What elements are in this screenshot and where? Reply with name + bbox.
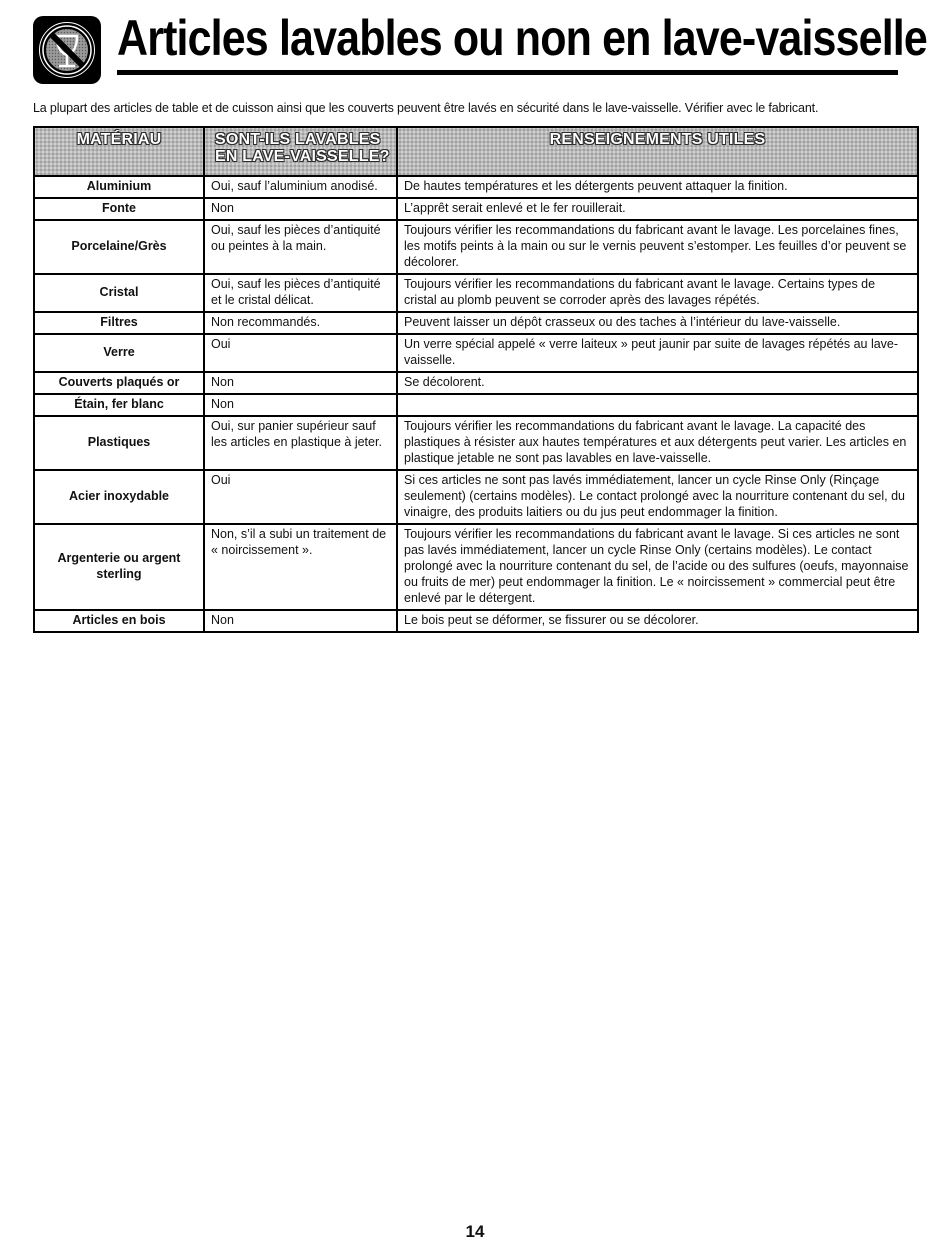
info-cell: Toujours vérifier les recommandations du fabricant avant le lavage. Certains types de cristal au plomb peuvent se corroder après des lavages répétés.	[397, 274, 918, 312]
table-row	[34, 610, 918, 632]
material-cell: Étain, fer blanc	[34, 394, 204, 416]
info-cell: L’apprêt serait enlevé et le fer rouillerait.	[397, 198, 918, 220]
info-cell: Un verre spécial appelé « verre laiteux » peut jaunir par suite de lavages répétés au lave-vaisselle.	[397, 334, 918, 372]
column-header-info: RENSEIGNEMENTS UTILES	[397, 127, 918, 176]
table-row	[34, 470, 918, 524]
page-title: Articles lavables ou non en lave-vaisselle	[117, 10, 927, 66]
table-row	[34, 274, 918, 312]
washable-cell: Non recommandés.	[204, 312, 397, 334]
page-header	[33, 8, 927, 80]
washable-cell: Non	[204, 610, 397, 632]
info-cell: Le bois peut se déformer, se fissurer ou se décolorer.	[397, 610, 918, 632]
table-header-row	[34, 127, 918, 176]
table-row	[34, 524, 918, 610]
material-cell: Plastiques	[34, 416, 204, 470]
info-cell: De hautes températures et les détergents peuvent attaquer la finition.	[397, 176, 918, 198]
washable-cell: Oui, sur panier supérieur sauf les articles en plastique à jeter.	[204, 416, 397, 470]
column-header-washable: SONT-ILS LAVABLES EN LAVE-VAISSELLE?	[204, 127, 397, 176]
washable-cell: Oui	[204, 334, 397, 372]
material-cell: Aluminium	[34, 176, 204, 198]
dishwasher-safe-table	[33, 126, 919, 633]
table-row	[34, 416, 918, 470]
material-cell: Verre	[34, 334, 204, 372]
washable-cell: Non	[204, 394, 397, 416]
title-underline	[117, 70, 898, 75]
material-cell: Acier inoxydable	[34, 470, 204, 524]
info-cell: Toujours vérifier les recommandations du fabricant avant le lavage. La capacité des plastiques à résister aux hautes températures et aux détergents peut varier. Les articles en plastique jetable ne sont pas lavables en lave-vaisselle.	[397, 416, 918, 470]
info-cell	[397, 394, 918, 416]
washable-cell: Non	[204, 372, 397, 394]
table-row	[34, 334, 918, 372]
page-number: 14	[465, 1222, 485, 1241]
washable-cell: Non, s’il a subi un traitement de « noircissement ».	[204, 524, 397, 610]
material-cell: Cristal	[34, 274, 204, 312]
material-cell: Fonte	[34, 198, 204, 220]
material-cell: Argenterie ou argent sterling	[34, 524, 204, 610]
table-row	[34, 372, 918, 394]
info-cell: Toujours vérifier les recommandations du fabricant avant le lavage. Si ces articles ne sont pas lavés immédiatement, lancer un cycle Rinse Only (certains modèles). Le contact prolongé avec la nourriture contenant du sel, de l’acide ou des sulfures (oeufs, mayonnaise ou fruits de mer) peut endommager la finition. Le « noircissement » commercial peut être enlevé par le détergent.	[397, 524, 918, 610]
column-header-material: MATÉRIAU	[34, 127, 204, 176]
intro-text: La plupart des articles de table et de cuisson ainsi que les couverts peuvent être lavés en sécurité dans le lave-vaisselle. Vérifier avec le fabricant.	[33, 101, 819, 115]
info-cell: Si ces articles ne sont pas lavés immédiatement, lancer un cycle Rinse Only (Rinçage seulement) (certains modèles). Le contact prolongé avec la nourriture contenant du sel, du vinaigre, des produits laitiers ou du jus peut endommager la finition.	[397, 470, 918, 524]
table-row	[34, 312, 918, 334]
material-cell: Articles en bois	[34, 610, 204, 632]
info-cell: Toujours vérifier les recommandations du fabricant avant le lavage. Les porcelaines fines, les motifs peints à la main ou sur le vernis peuvent s’estomper. Les feuilles d’or peuvent se décolorer.	[397, 220, 918, 274]
table-row	[34, 394, 918, 416]
table-row	[34, 176, 918, 198]
no-glass-icon	[33, 16, 101, 84]
washable-cell: Oui	[204, 470, 397, 524]
washable-cell: Oui, sauf les pièces d’antiquité et le cristal délicat.	[204, 274, 397, 312]
info-cell: Peuvent laisser un dépôt crasseux ou des taches à l’intérieur du lave-vaisselle.	[397, 312, 918, 334]
washable-cell: Oui, sauf les pièces d’antiquité ou peintes à la main.	[204, 220, 397, 274]
material-cell: Filtres	[34, 312, 204, 334]
table-row	[34, 198, 918, 220]
washable-cell: Oui, sauf l’aluminium anodisé.	[204, 176, 397, 198]
table-row	[34, 220, 918, 274]
info-cell: Se décolorent.	[397, 372, 918, 394]
washable-cell: Non	[204, 198, 397, 220]
material-cell: Couverts plaqués or	[34, 372, 204, 394]
material-cell: Porcelaine/Grès	[34, 220, 204, 274]
